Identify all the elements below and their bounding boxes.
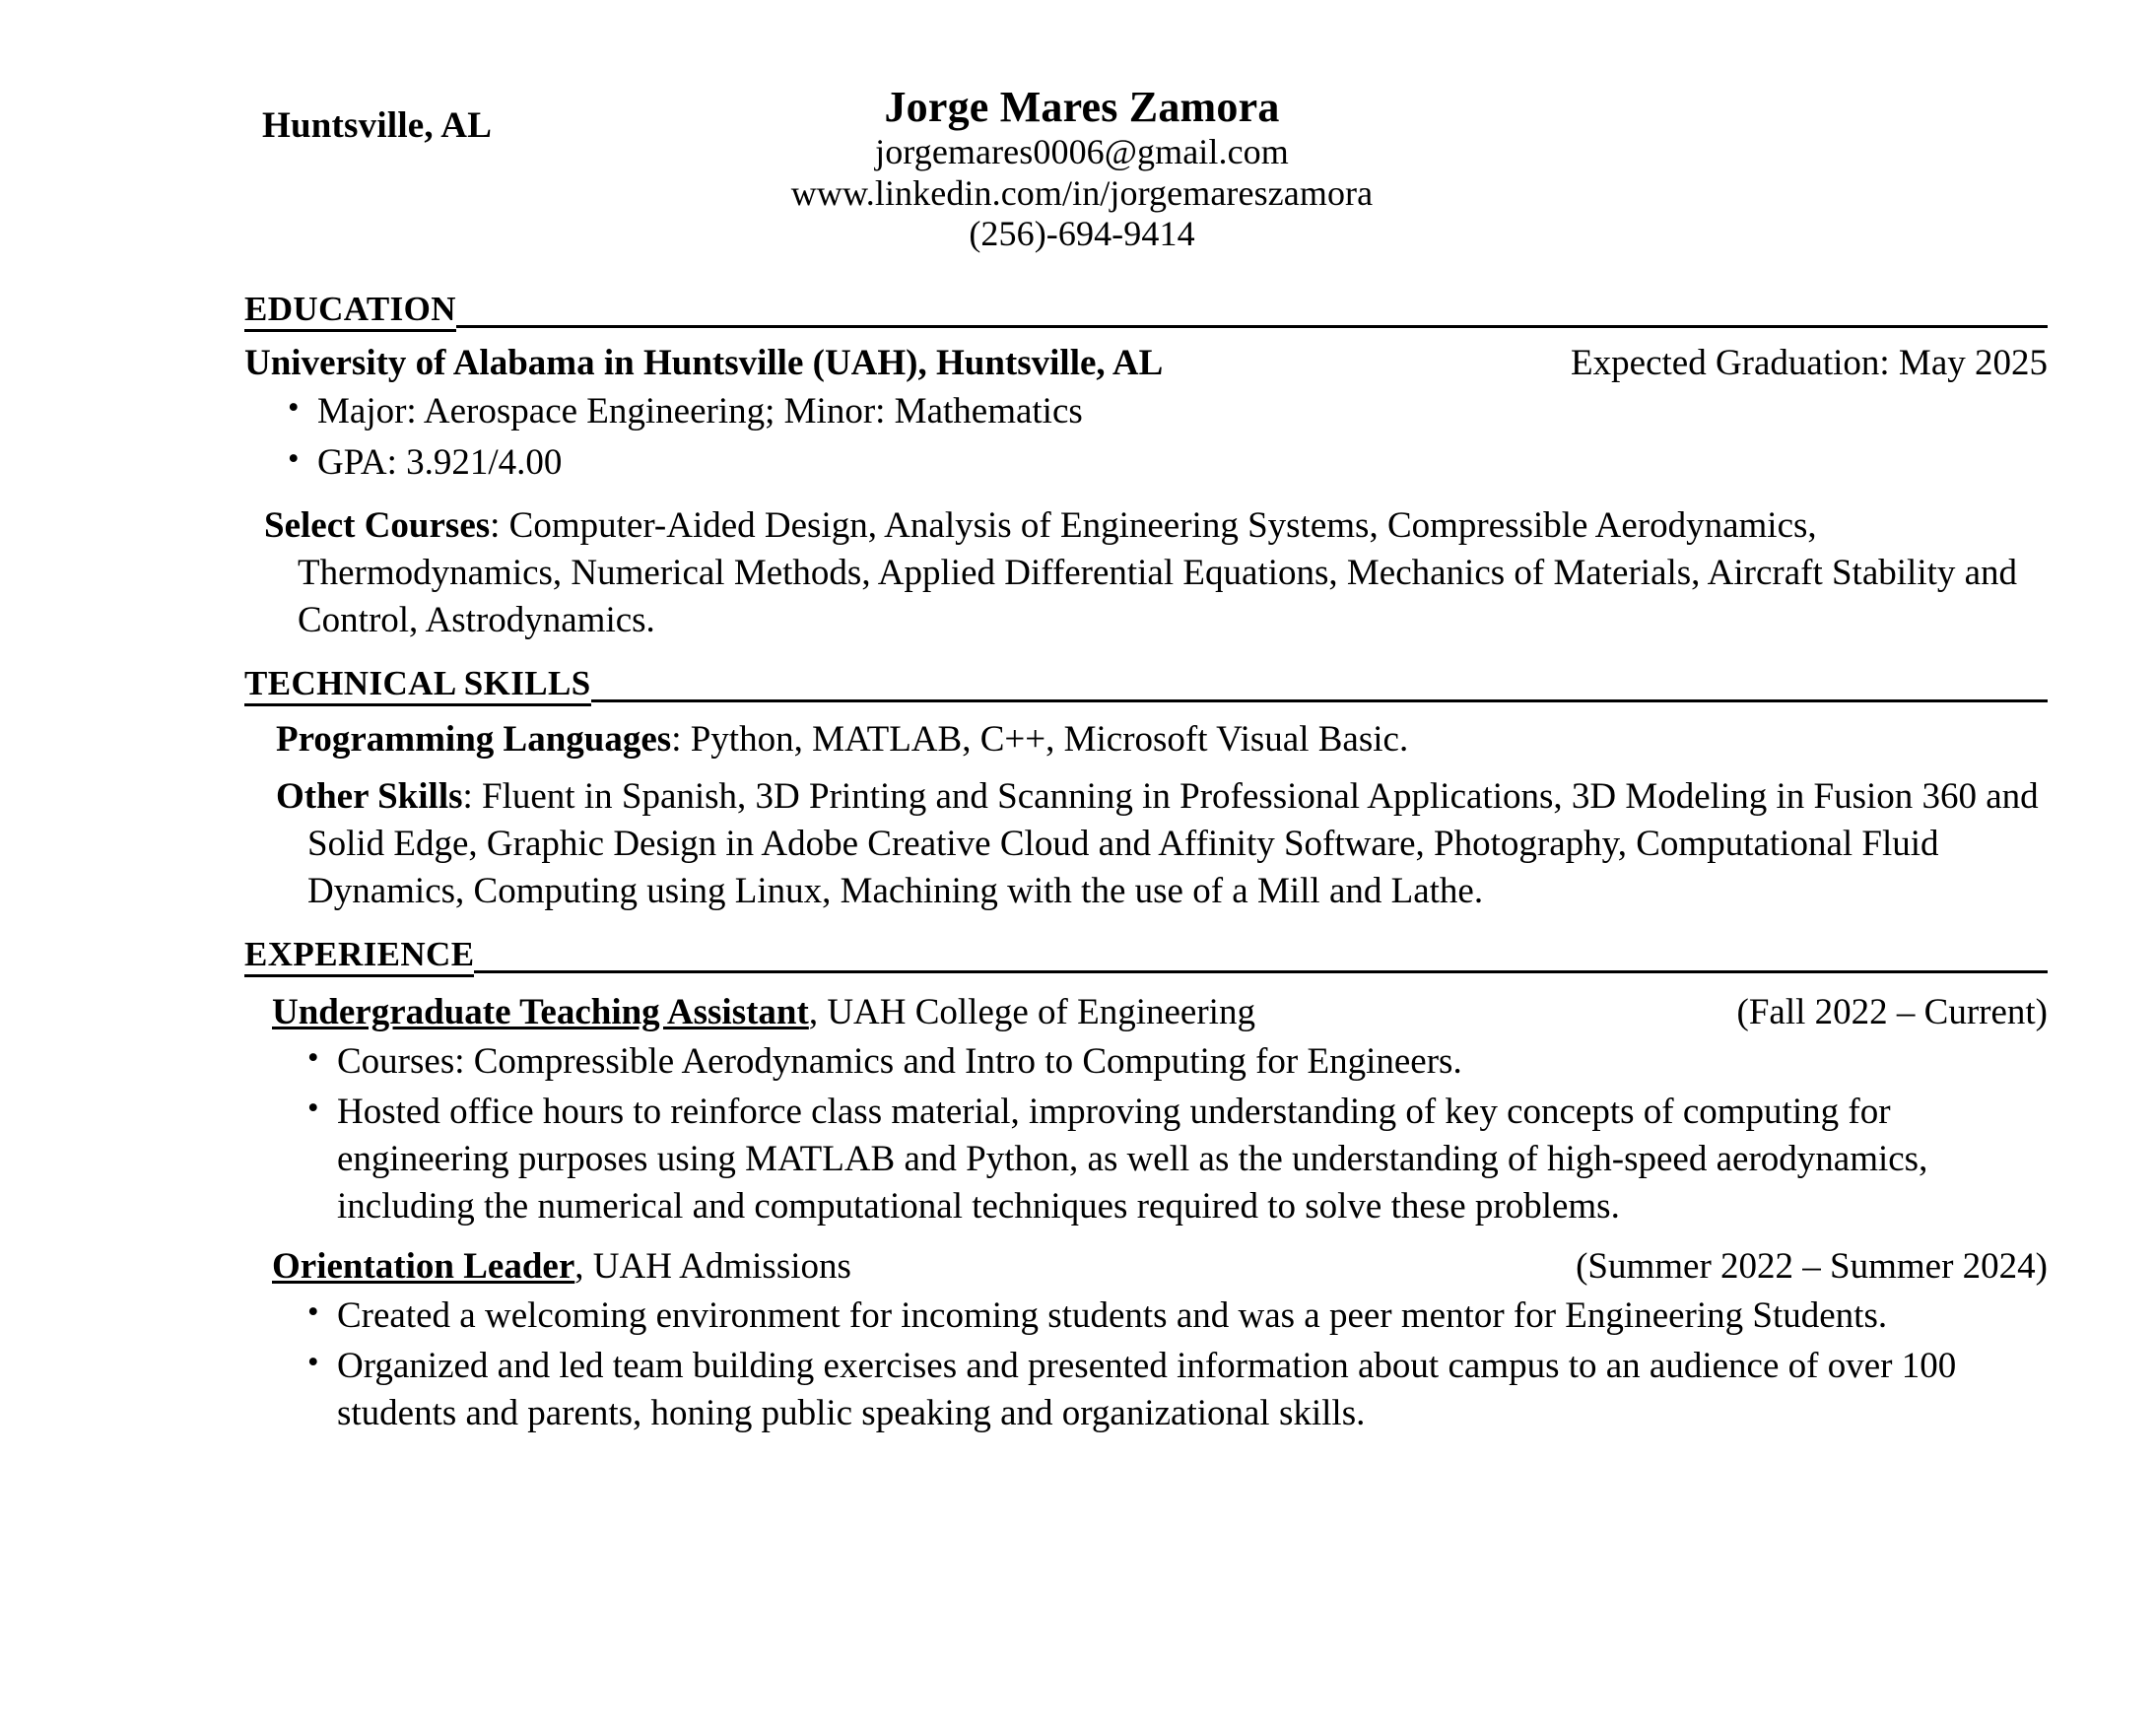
select-courses-label: Select Courses bbox=[264, 504, 491, 546]
education-section bbox=[244, 292, 2048, 644]
list-item: • Hosted office hours to reinforce class material, improving understanding of key concepts of computing for engineering purposes using MATLAB and Python, as well as the understanding of high-speed aerodynamics, including the numerical and computational techniques required to solve these problems. bbox=[272, 1089, 2048, 1230]
experience-heading: EXPERIENCE bbox=[244, 937, 474, 977]
graduation-date: Expected Graduation: May 2025 bbox=[1571, 342, 2048, 383]
linkedin-url-text: www.linkedin.com/in/jorgemareszamora bbox=[790, 172, 1374, 213]
other-skills-label: Other Skills bbox=[276, 775, 463, 817]
job-title: Undergraduate Teaching Assistant bbox=[272, 991, 809, 1032]
programming-languages-text: : Python, MATLAB, C++, Microsoft Visual Basic. bbox=[671, 718, 1409, 760]
school-name: University of Alabama in Huntsville (UAH), Huntsville, AL bbox=[244, 342, 1164, 383]
list-item: • Created a welcoming environment for incoming students and was a peer mentor for Engineering Students. bbox=[272, 1293, 2048, 1340]
job-heading-text bbox=[272, 1245, 851, 1289]
job-dates: (Fall 2022 – Current) bbox=[1736, 991, 2048, 1032]
programming-languages-label: Programming Languages bbox=[276, 718, 672, 760]
select-courses-text: : Computer-Aided Design, Analysis of Engineering Systems, Compressible Aerodynamics, Thermodynamics, Numerical Methods, Applied Differential Equations, Mechanics of Materials, Aircraft Stability and Control, Astrodynamics. bbox=[298, 504, 2018, 640]
list-item: • Courses: Compressible Aerodynamics and Intro to Computing for Engineers. bbox=[272, 1038, 2048, 1086]
technical-skills-heading: TECHNICAL SKILLS bbox=[244, 666, 591, 706]
other-skills-text: : Fluent in Spanish, 3D Printing and Scanning in Professional Applications, 3D Modeling in Fusion 360 and Solid Edge, Graphic Design in Adobe Creative Cloud and Affinity Software, Photography, Computational Fluid Dynamics, Computing using Linux, Machining with the use of a Mill and Lathe. bbox=[307, 775, 2039, 911]
resume-header bbox=[244, 83, 2048, 270]
identity-block bbox=[244, 83, 2048, 254]
job-heading-text bbox=[272, 991, 1255, 1034]
experience-entry bbox=[244, 1245, 2048, 1438]
candidate-name: Jorge Mares Zamora bbox=[884, 83, 1280, 131]
education-school-row bbox=[244, 342, 2048, 385]
phone-text: (256)-694-9414 bbox=[969, 213, 1195, 253]
experience-section bbox=[244, 937, 2048, 1437]
job-title: Orientation Leader bbox=[272, 1245, 575, 1287]
job-organization: , UAH College of Engineering bbox=[808, 991, 1255, 1032]
experience-entry-header bbox=[272, 991, 2048, 1034]
select-courses-paragraph bbox=[244, 502, 2048, 644]
list-item: • GPA: 3.921/4.00 bbox=[244, 439, 2048, 487]
location-text: Huntsville, AL bbox=[262, 105, 493, 146]
other-skills-line bbox=[244, 773, 2048, 915]
section-divider bbox=[591, 699, 2048, 702]
section-divider bbox=[456, 325, 2048, 328]
skills-heading-row bbox=[244, 663, 2048, 706]
list-item: • Organized and led team building exercises and presented information about campus to an audience of over 100 students and parents, honing public speaking and organizational skills. bbox=[272, 1343, 2048, 1437]
experience-heading-row bbox=[244, 937, 2048, 977]
job-organization: , UAH Admissions bbox=[574, 1245, 851, 1287]
section-divider bbox=[474, 970, 2048, 973]
job-bullet-list bbox=[272, 1038, 2048, 1230]
programming-languages-line bbox=[244, 716, 2048, 763]
education-heading: EDUCATION bbox=[244, 292, 456, 332]
list-item: • Major: Aerospace Engineering; Minor: Mathematics bbox=[244, 388, 2048, 435]
education-heading-row bbox=[244, 292, 2048, 332]
email-text: jorgemares0006@gmail.com bbox=[875, 132, 1289, 172]
experience-entry bbox=[244, 991, 2048, 1231]
technical-skills-section bbox=[244, 663, 2048, 915]
job-bullet-list bbox=[272, 1293, 2048, 1437]
education-bullet-list bbox=[244, 388, 2048, 486]
job-dates: (Summer 2022 – Summer 2024) bbox=[1576, 1245, 2048, 1287]
experience-entry-header bbox=[272, 1245, 2048, 1289]
